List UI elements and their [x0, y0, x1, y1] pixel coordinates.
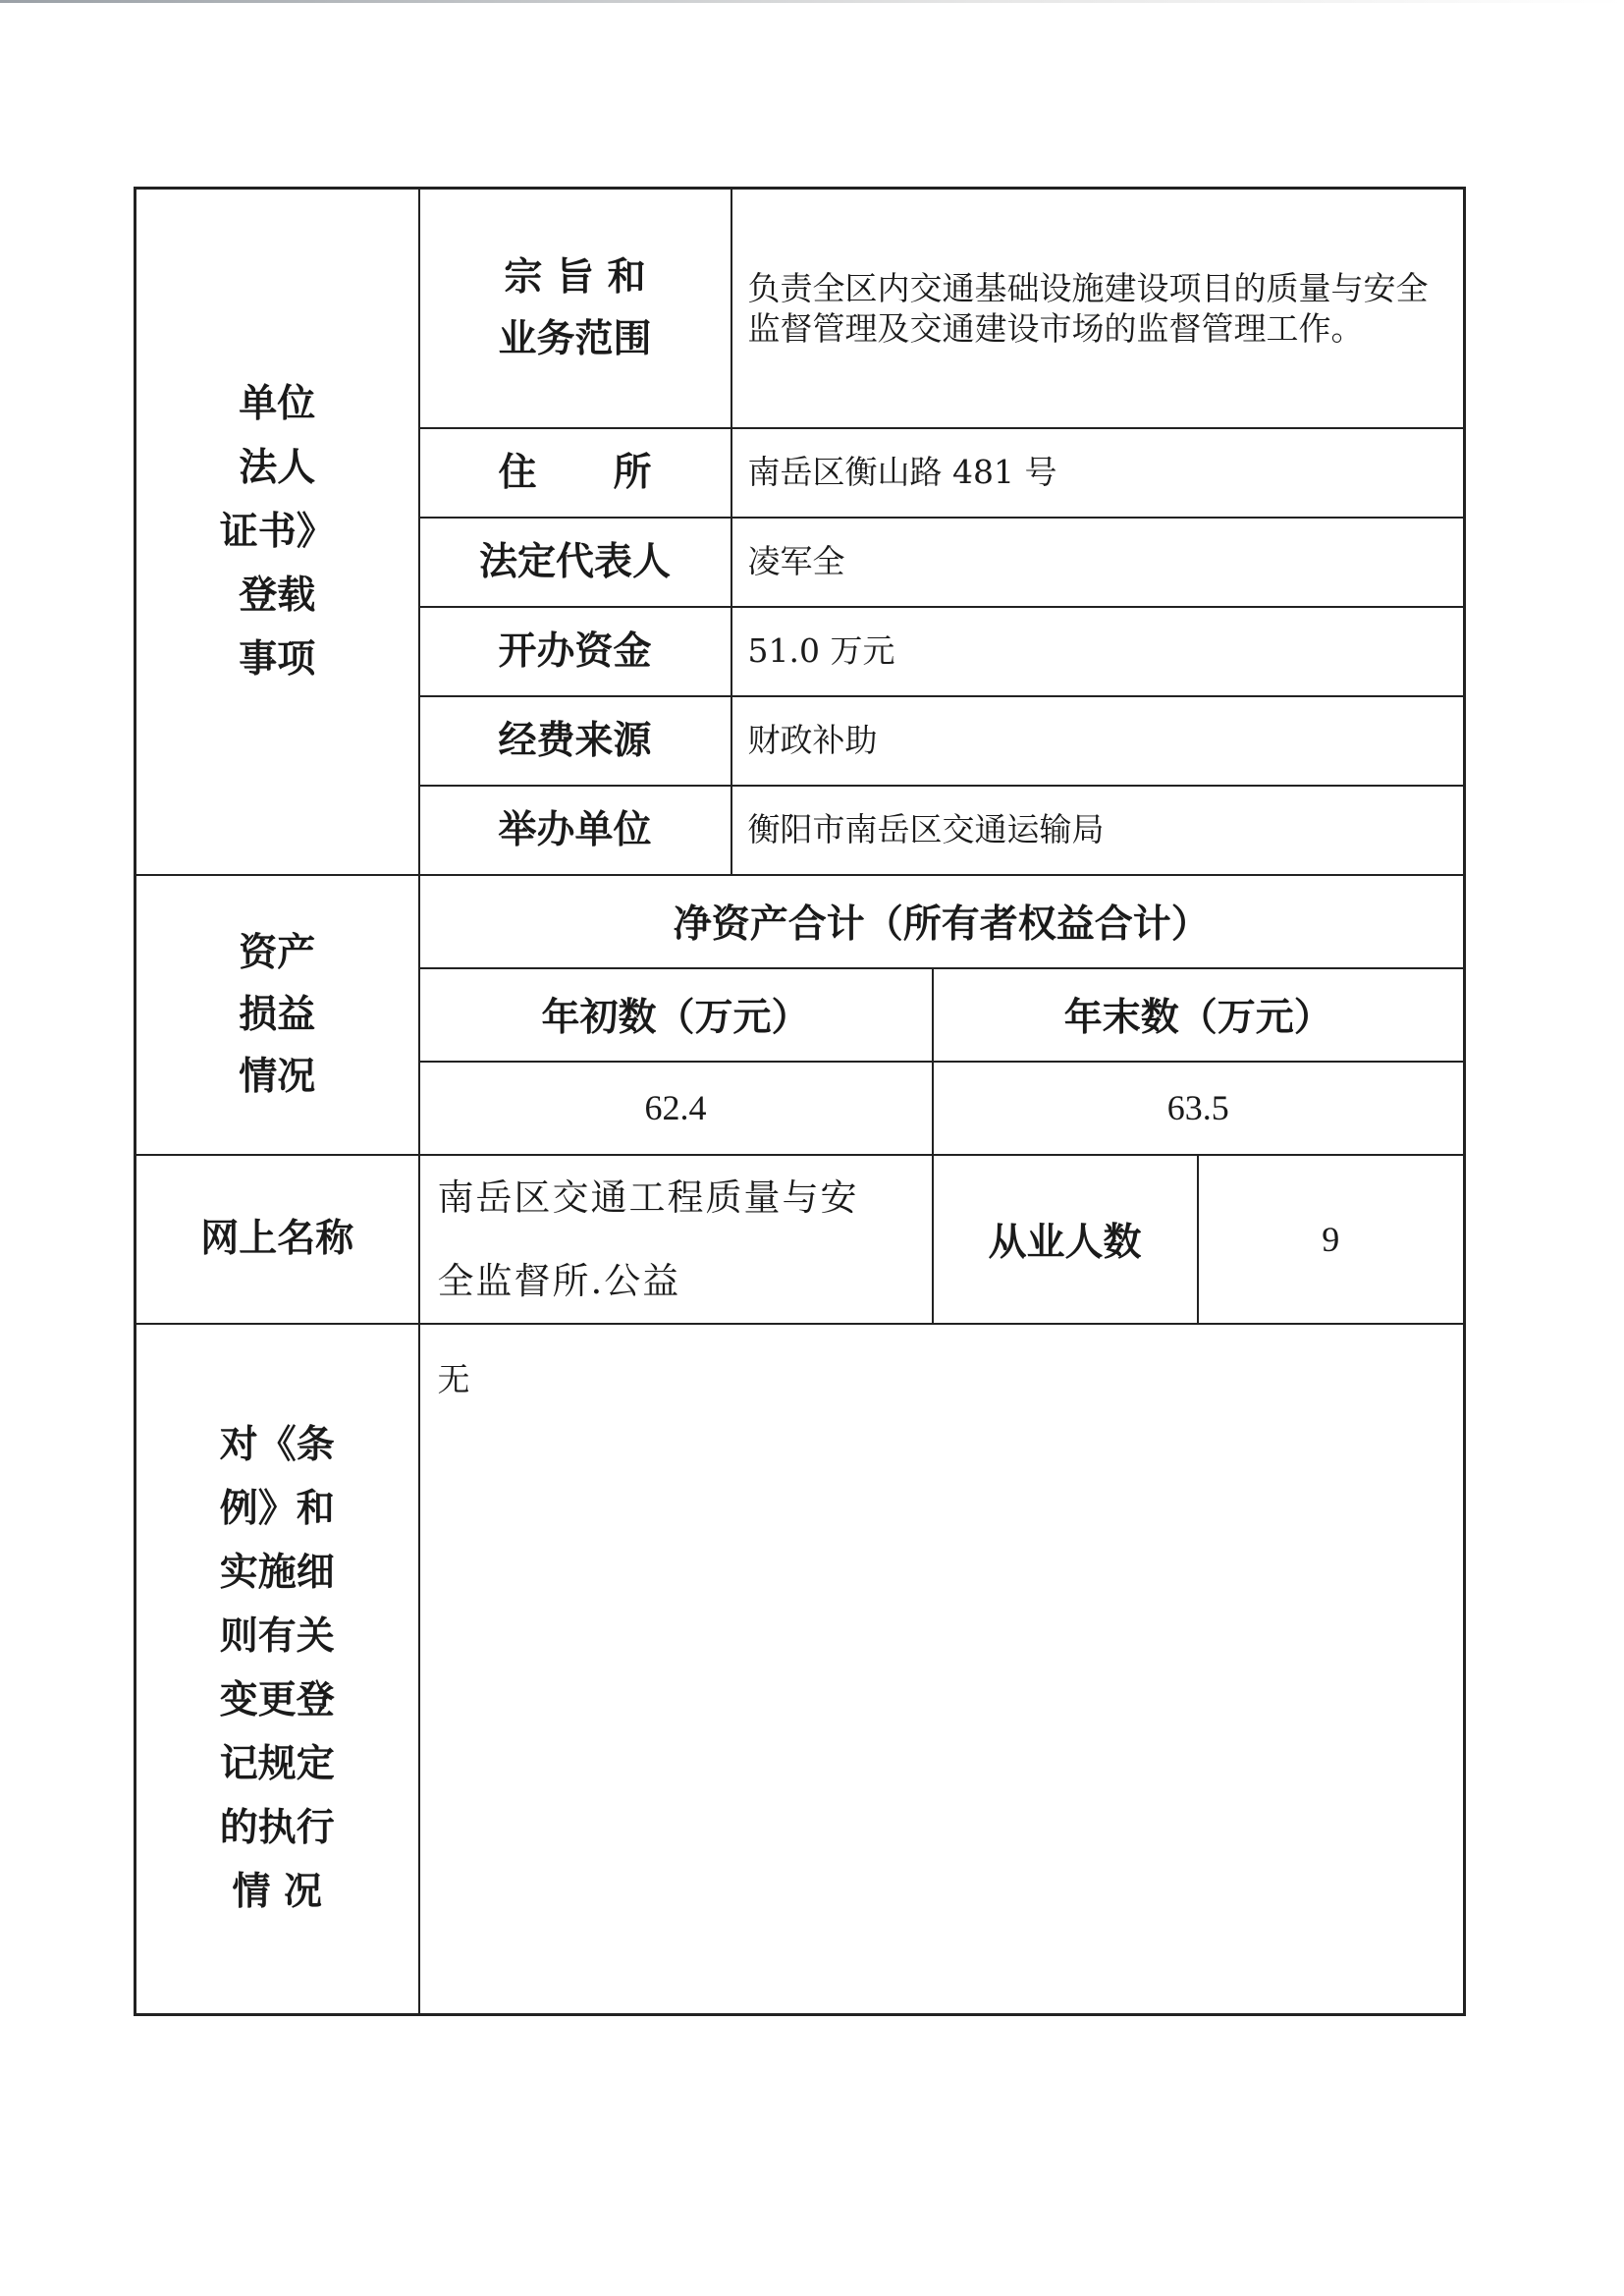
purpose-label [419, 189, 731, 428]
compliance-label-line: 的执行 [219, 1805, 335, 1851]
purpose-value: 负责全区内交通基础设施建设项目的质量与安全监督管理及交通建设市场的监督管理工作。 [731, 189, 1465, 428]
capital-value: 51.0 万元 [731, 607, 1465, 696]
address-label: 住 所 [419, 428, 731, 518]
registration-label-line: 登载 [239, 572, 316, 618]
sponsor-label: 举办单位 [419, 786, 731, 875]
funding-label: 经费来源 [419, 696, 731, 786]
assets-label-line: 资产 [239, 929, 316, 975]
registration-section-label [135, 189, 419, 875]
compliance-label-line: 记规定 [219, 1741, 335, 1787]
end-of-year-header: 年末数（万元） [933, 968, 1465, 1062]
compliance-label-line: 对《条 [219, 1422, 335, 1468]
end-of-year-value: 63.5 [933, 1062, 1465, 1155]
purpose-label-line: 业务范围 [498, 315, 652, 361]
online-name-row [135, 1155, 1465, 1324]
registration-label-line: 证书》 [219, 508, 335, 554]
registration-label-line: 单位 [239, 380, 316, 426]
compliance-label-line: 则有关 [219, 1613, 335, 1660]
funding-value: 财政补助 [731, 696, 1465, 786]
assets-label-line: 损益 [239, 991, 316, 1037]
legal-rep-value: 凌军全 [731, 518, 1465, 607]
sponsor-value: 衡阳市南岳区交通运输局 [731, 786, 1465, 875]
registration-label-line: 事项 [239, 635, 316, 682]
capital-label: 开办资金 [419, 607, 731, 696]
compliance-label-line: 情 况 [232, 1869, 323, 1915]
compliance-value: 无 [419, 1324, 1465, 2015]
compliance-row [135, 1324, 1465, 2015]
annual-report-form [134, 187, 1466, 2016]
online-name-line: 南岳区交通工程质量与安 [437, 1175, 859, 1219]
net-assets-header: 净资产合计（所有者权益合计） [419, 875, 1465, 968]
compliance-label-line: 例》和 [219, 1486, 335, 1532]
legal-rep-label: 法定代表人 [419, 518, 731, 607]
compliance-label-line: 实施细 [219, 1550, 335, 1596]
purpose-row [135, 189, 1465, 428]
net-assets-header-row [135, 875, 1465, 968]
staff-count-value: 9 [1198, 1155, 1465, 1324]
assets-label-line: 情况 [239, 1053, 316, 1099]
assets-section-label [135, 875, 419, 1155]
purpose-label-line: 宗 旨 和 [504, 254, 646, 301]
online-name-value [419, 1155, 933, 1324]
address-value: 南岳区衡山路 481 号 [731, 428, 1465, 518]
compliance-label-line: 变更登 [219, 1677, 335, 1723]
start-of-year-header: 年初数（万元） [419, 968, 933, 1062]
online-name-line: 全监督所.公益 [437, 1259, 681, 1302]
compliance-section-label [135, 1324, 419, 2015]
scan-edge [0, 0, 1624, 3]
registration-label-line: 法人 [239, 444, 316, 490]
staff-count-label: 从业人数 [933, 1155, 1198, 1324]
online-name-label: 网上名称 [135, 1155, 419, 1324]
start-of-year-value: 62.4 [419, 1062, 933, 1155]
